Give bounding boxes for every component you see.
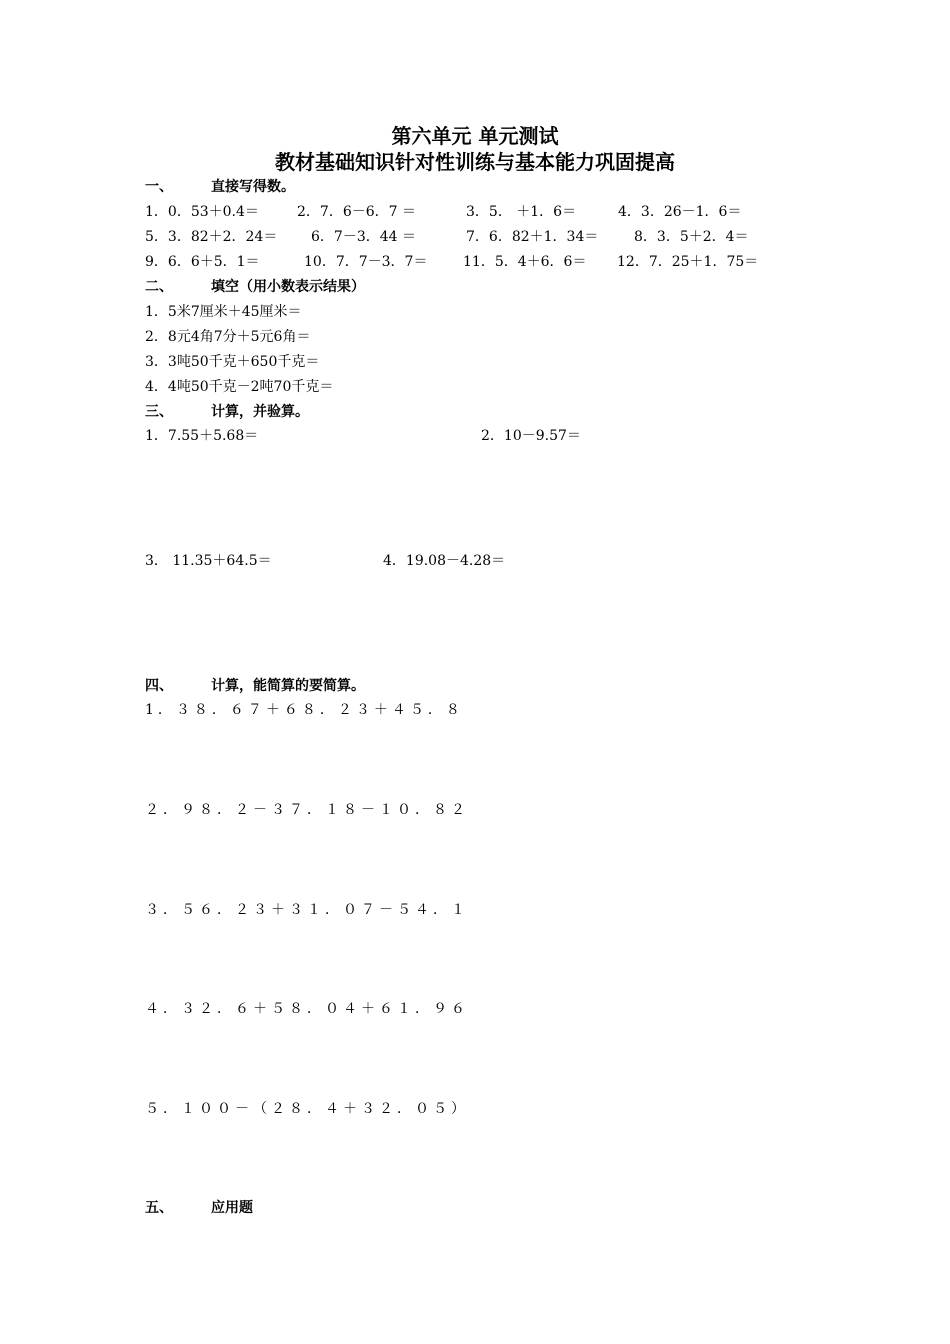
section-2-number: 二、 <box>145 279 173 295</box>
s1-item-5: 5．3．82＋2．24＝ <box>145 229 278 245</box>
section-1-title: 直接写得数。 <box>211 179 295 195</box>
section-2-heading <box>145 278 365 296</box>
section-4-title: 计算，能简算的要简算。 <box>211 678 365 694</box>
s2-item-2: 2．8元4角7分＋5元6角＝ <box>145 329 311 345</box>
section-5-number: 五、 <box>145 1200 173 1216</box>
s1-item-1: 1．0．53＋0.4＝ <box>145 204 259 220</box>
section-1-number: 一、 <box>145 179 173 195</box>
s1-item-2: 2．7．6－6．7 ＝ <box>297 204 416 220</box>
s3-item-1: 1．7.55＋5.68＝ <box>145 428 259 444</box>
section-3-heading <box>145 403 309 421</box>
s3-item-4: 4．19.08－4.28＝ <box>383 553 506 569</box>
s1-item-3: 3．5． ＋1．6＝ <box>466 204 577 220</box>
section-5-heading <box>145 1199 253 1217</box>
s1-item-7: 7．6．82＋1．34＝ <box>466 229 599 245</box>
s4-item-5: ５．１００－（２８．４＋３２．０５） <box>145 1101 469 1117</box>
s1-item-4: 4．3．26－1．6＝ <box>618 204 742 220</box>
section-3-number: 三、 <box>145 404 173 420</box>
section-2-title: 填空（用小数表示结果） <box>211 279 365 295</box>
section-1-heading <box>145 178 295 196</box>
s1-item-10: 10．7．7－3．7＝ <box>304 254 428 270</box>
section-4-heading <box>145 677 365 695</box>
s4-item-4: ４．３２．６＋５８．０４＋６１．９６ <box>145 1001 469 1017</box>
s4-item-1: 1．３８．６７＋６８．２３＋４５．８ <box>145 702 464 718</box>
s4-item-3: ３．５６．２３＋３１．０７－５４．１ <box>145 902 469 918</box>
section-5-title: 应用题 <box>211 1200 253 1216</box>
s1-item-11: 11．5．4＋6．6＝ <box>463 254 587 270</box>
s2-item-1: 1．5米7厘米＋45厘米＝ <box>145 304 302 320</box>
section-3-title: 计算，并验算。 <box>211 404 309 420</box>
s2-item-3: 3．3吨50千克＋650千克＝ <box>145 354 320 370</box>
s1-item-6: 6．7－3．44 ＝ <box>311 229 416 245</box>
section-4-number: 四、 <box>145 678 173 694</box>
s2-item-4: 4．4吨50千克－2吨70千克＝ <box>145 379 334 395</box>
page-title: 第六单元 单元测试 <box>391 124 559 148</box>
s1-item-8: 8．3．5＋2．4＝ <box>634 229 749 245</box>
s3-item-2: 2．10－9.57＝ <box>481 428 581 444</box>
page-subtitle: 教材基础知识针对性训练与基本能力巩固提高 <box>275 150 675 174</box>
s1-item-9: 9．6．6＋5．1＝ <box>145 254 260 270</box>
s1-item-12: 12．7．25＋1．75＝ <box>617 254 759 270</box>
s3-item-3: 3． 11.35＋64.5＝ <box>145 553 272 569</box>
s4-item-2: ２．９８．２－３７．１８－１０．８２ <box>145 802 469 818</box>
